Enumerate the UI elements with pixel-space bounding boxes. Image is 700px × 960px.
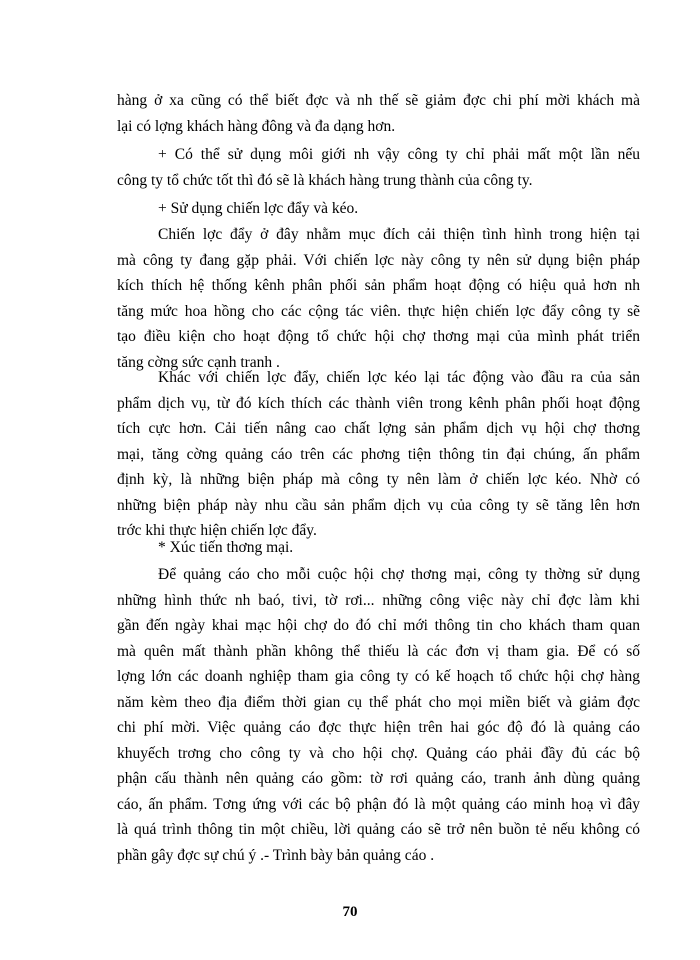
paragraph-pull-strategy — [117, 365, 640, 544]
text-line: lại có lợng khách hàng đông và đa dạng hơn. — [117, 117, 396, 135]
paragraph-push-pull-heading — [117, 196, 640, 222]
paragraph-brokers — [117, 142, 640, 193]
text-line: mại, tăng cờng quảng cáo trên các phơng tiện thông tin đại chúng, ấn phẩm — [117, 445, 640, 463]
paragraph-push-strategy — [117, 222, 640, 375]
text-line: những biện pháp này nhu cầu sản phẩm dịch vụ của công ty sẽ tăng lên hơn — [117, 496, 640, 514]
text-line: * Xúc tiến thơng mại. — [158, 539, 294, 556]
text-line: Khác với chiến lợc đẩy, chiến lợc kéo lại tác động vào đầu ra của sản — [158, 369, 640, 386]
text-line: năm kèm theo địa điểm thời gian cụ thể phát cho mọi miền biết và giảm đợc — [117, 693, 640, 711]
text-line: kích thích hệ thống kênh phân phối sản phẩm hoạt động có hiệu quả hơn nh — [117, 277, 640, 294]
text-line: trớc khi thực hiện chiến lợc đẩy. — [117, 522, 317, 539]
text-line: là quá trình thông tin một chiều, lời quảng cáo sẽ trở nên buồn tẻ nếu không có — [117, 821, 640, 838]
text-line: cáo, ấn phẩm. Tơng ứng với các bộ phận đó là một quảng cáo minh hoạ vì đây — [117, 795, 640, 813]
text-line: Để quảng cáo cho mỗi cuộc hội chợ thơng mại, công ty thờng sử dụng — [158, 566, 640, 583]
paragraph-trade-promotion-heading — [117, 535, 640, 561]
paragraph-advertising — [117, 562, 640, 868]
page-number: 70 — [342, 904, 358, 920]
text-line: công ty tổ chức tốt thì đó sẽ là khách hàng trung thành của công ty. — [117, 171, 533, 189]
text-line: mà quên mất thành phần không thể thiếu là các đơn vị tham gia. Để có số — [117, 642, 640, 660]
text-line: phần gây đợc sự chú ý .- Trình bày bản quảng cáo . — [117, 846, 435, 864]
text-line: khuyếch trơng cho công ty và cho hội chợ. Quảng cáo phải đầy đủ các bộ — [117, 744, 640, 762]
text-line: + Có thể sử dụng môi giới nh vậy công ty chỉ phải mất một lần nếu — [158, 146, 640, 163]
paragraph-continuation — [117, 88, 640, 139]
text-line: phận cấu thành nên quảng cáo gồm: tờ rơi quảng cáo, tranh ảnh dùng quảng — [117, 770, 640, 787]
text-line: định kỳ, là những biện pháp mà công ty nên làm ở chiến lợc kéo. Nhờ có — [117, 471, 640, 488]
text-line: hàng ở xa cũng có thể biết đợc và nh thế sẽ giảm đợc chi phí mời khách mà — [117, 92, 640, 109]
text-line: chi phí mời. Việc quảng cáo đợc thực hiện trên hai góc độ đó là quảng cáo — [117, 719, 640, 736]
text-line: lợng lớn các doanh nghiệp tham gia công ty có kế hoạch tổ chức hội chợ hàng — [117, 668, 640, 685]
text-line: tích cực hơn. Cải tiến nâng cao chất lợng sản phẩm dịch vụ hội chợ thơng — [117, 420, 640, 437]
text-line: những hình thức nh baó, tivi, tờ rơi... những công việc này chỉ đợc làm khi — [117, 591, 640, 609]
text-line: Chiến lợc đẩy ở đây nhằm mục đích cải thiện tình hình trong hiện tại — [158, 226, 640, 243]
text-line: tăng mức hoa hồng cho các cộng tác viên. thực hiện chiến lợc đẩy công ty sẽ — [117, 302, 640, 320]
text-line: tăng cờng sức cạnh tranh . — [117, 353, 280, 371]
text-line: mà công ty đang gặp phải. Với chiến lợc này công ty nên sử dụng biện pháp — [117, 251, 640, 269]
text-line: phẩm dịch vụ, từ đó kích thích các thành viên trong kênh phân phối hoạt động — [117, 394, 640, 412]
text-line: + Sử dụng chiến lợc đẩy và kéo. — [158, 200, 359, 217]
text-line: tạo điều kiện cho hoạt động tổ chức hội chợ thơng mại của mình phát triển — [117, 328, 640, 345]
text-line: gần đến ngày khai mạc hội chợ do đó chỉ mới thông tin cho khách tham quan — [117, 617, 640, 634]
